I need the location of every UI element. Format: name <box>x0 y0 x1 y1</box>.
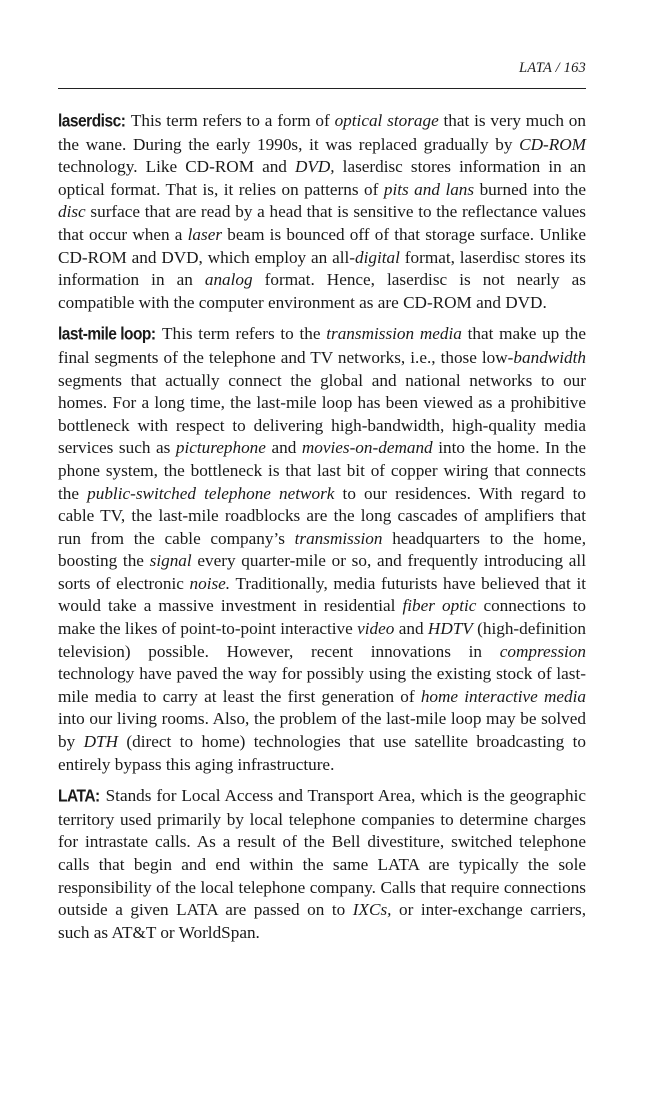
definition-text: burned into the <box>474 179 587 199</box>
definition-text: This term refers to the <box>156 324 327 344</box>
cross-reference-term: video <box>357 619 395 639</box>
definition-text: Stands for Local Access and Transport Area, which is the geographic territory used primarily by local telephone companies to determine charges for intrastate calls. As a result of the Bell divestiture, switched telephone calls that begin and end within the same LATA are typically the sole responsibility of the local telephone company. Calls that require connections outside a given LATA are passed on to <box>58 786 586 920</box>
glossary-entry <box>58 323 586 776</box>
cross-reference-term: fiber optic <box>402 596 477 616</box>
cross-reference-term: IXCs, <box>352 900 392 920</box>
definition-text: to our residences. With regard to cable TV, the last-mile roadblocks are the long cascades of amplifiers that run from the cable company’s <box>58 483 586 548</box>
cross-reference-term: picturephone <box>175 438 266 458</box>
cross-reference-term: bandwidth <box>513 347 586 367</box>
cross-reference-term: noise. <box>189 573 231 593</box>
definition-text: technology. Like CD-ROM and <box>58 157 295 177</box>
cross-reference-term: movies-on-demand <box>301 438 433 458</box>
definition-text: every quarter-mile or so, and frequently introducing all sorts of electronic <box>58 551 586 593</box>
definition-text: into our living rooms. Also, the problem of the last-mile loop may be solved by <box>58 709 586 752</box>
cross-reference-term: optical storage <box>334 111 439 130</box>
cross-reference-term: disc <box>58 202 86 222</box>
definition-text: headquarters to the home, boosting the <box>58 528 586 571</box>
cross-reference-term: laser <box>187 224 223 244</box>
cross-reference-term: CD-ROM <box>519 134 586 154</box>
definition-text: beam is bounced off of that storage surface. Unlike CD-ROM and DVD, which employ an all- <box>58 224 586 267</box>
definition-text: and <box>265 438 302 458</box>
glossary-entry <box>58 785 586 944</box>
definition-text: connections to make the likes of point-to-point interactive <box>58 596 586 639</box>
definition-text: that is very much on the wane. During the early 1990s, it was replaced gradually by <box>58 111 586 154</box>
definition-text: surface that are read by a head that is sensitive to the reflectance values that occur when a <box>58 202 586 244</box>
cross-reference-term: analog <box>204 270 253 290</box>
entry-term: LATA: <box>58 787 100 807</box>
entry-term: laserdisc: <box>58 111 126 131</box>
cross-reference-term: public-switched telephone network <box>87 483 335 503</box>
glossary-body <box>58 110 586 953</box>
cross-reference-term: DVD, <box>294 157 335 177</box>
definition-text: segments that actually connect the global and national networks to our homes. For a long time, the last-mile loop has been viewed as a prohibitive bottleneck with respect to delivering high-bandwidth, high-quality media services such as <box>58 370 586 458</box>
definition-text: or inter-exchange carriers, such as AT&T or WorldSpan. <box>58 900 586 942</box>
cross-reference-term: transmission <box>294 528 383 548</box>
definition-text: This term refers to a form of <box>126 111 335 130</box>
definition-text: (high-definition television) possible. However, recent innovations in <box>58 619 586 661</box>
definition-text: that make up the final segments of the telephone and TV networks, i.e., those low- <box>58 324 587 367</box>
definition-text: and <box>394 619 428 639</box>
cross-reference-term: compression <box>499 641 586 661</box>
definition-text: into the home. In the phone system, the bottleneck is that last bit of copper wiring that connects the <box>58 438 586 503</box>
definition-text: laserdisc stores information in an optical format. That is, it relies on patterns of <box>58 157 586 199</box>
cross-reference-term: DTH <box>83 732 118 752</box>
definition-text: format, laserdisc stores its information in an <box>58 247 586 290</box>
cross-reference-term: home interactive media <box>420 686 586 706</box>
cross-reference-term: HDTV <box>427 619 473 639</box>
glossary-entry <box>58 110 586 314</box>
definition-text: (direct to home) technologies that use satellite broadcasting to entirely bypass this aging infrastructure. <box>58 732 587 774</box>
definition-text: Traditionally, media futurists have believed that it would take a massive investment in residential <box>58 573 586 616</box>
entry-term: last-mile loop: <box>58 325 156 345</box>
definition-text: technology have paved the way for possibly using the existing stock of last-mile media to carry at least the first generation of <box>58 664 586 706</box>
cross-reference-term: signal <box>149 551 192 571</box>
header-rule <box>58 88 586 89</box>
cross-reference-term: digital <box>355 247 400 267</box>
running-head: LATA / 163 <box>519 60 586 76</box>
cross-reference-term: transmission media <box>326 324 462 344</box>
definition-text: format. Hence, laserdisc is not nearly as compatible with the computer environment as are CD-ROM and DVD. <box>58 270 586 312</box>
cross-reference-term: pits and lans <box>383 179 475 199</box>
